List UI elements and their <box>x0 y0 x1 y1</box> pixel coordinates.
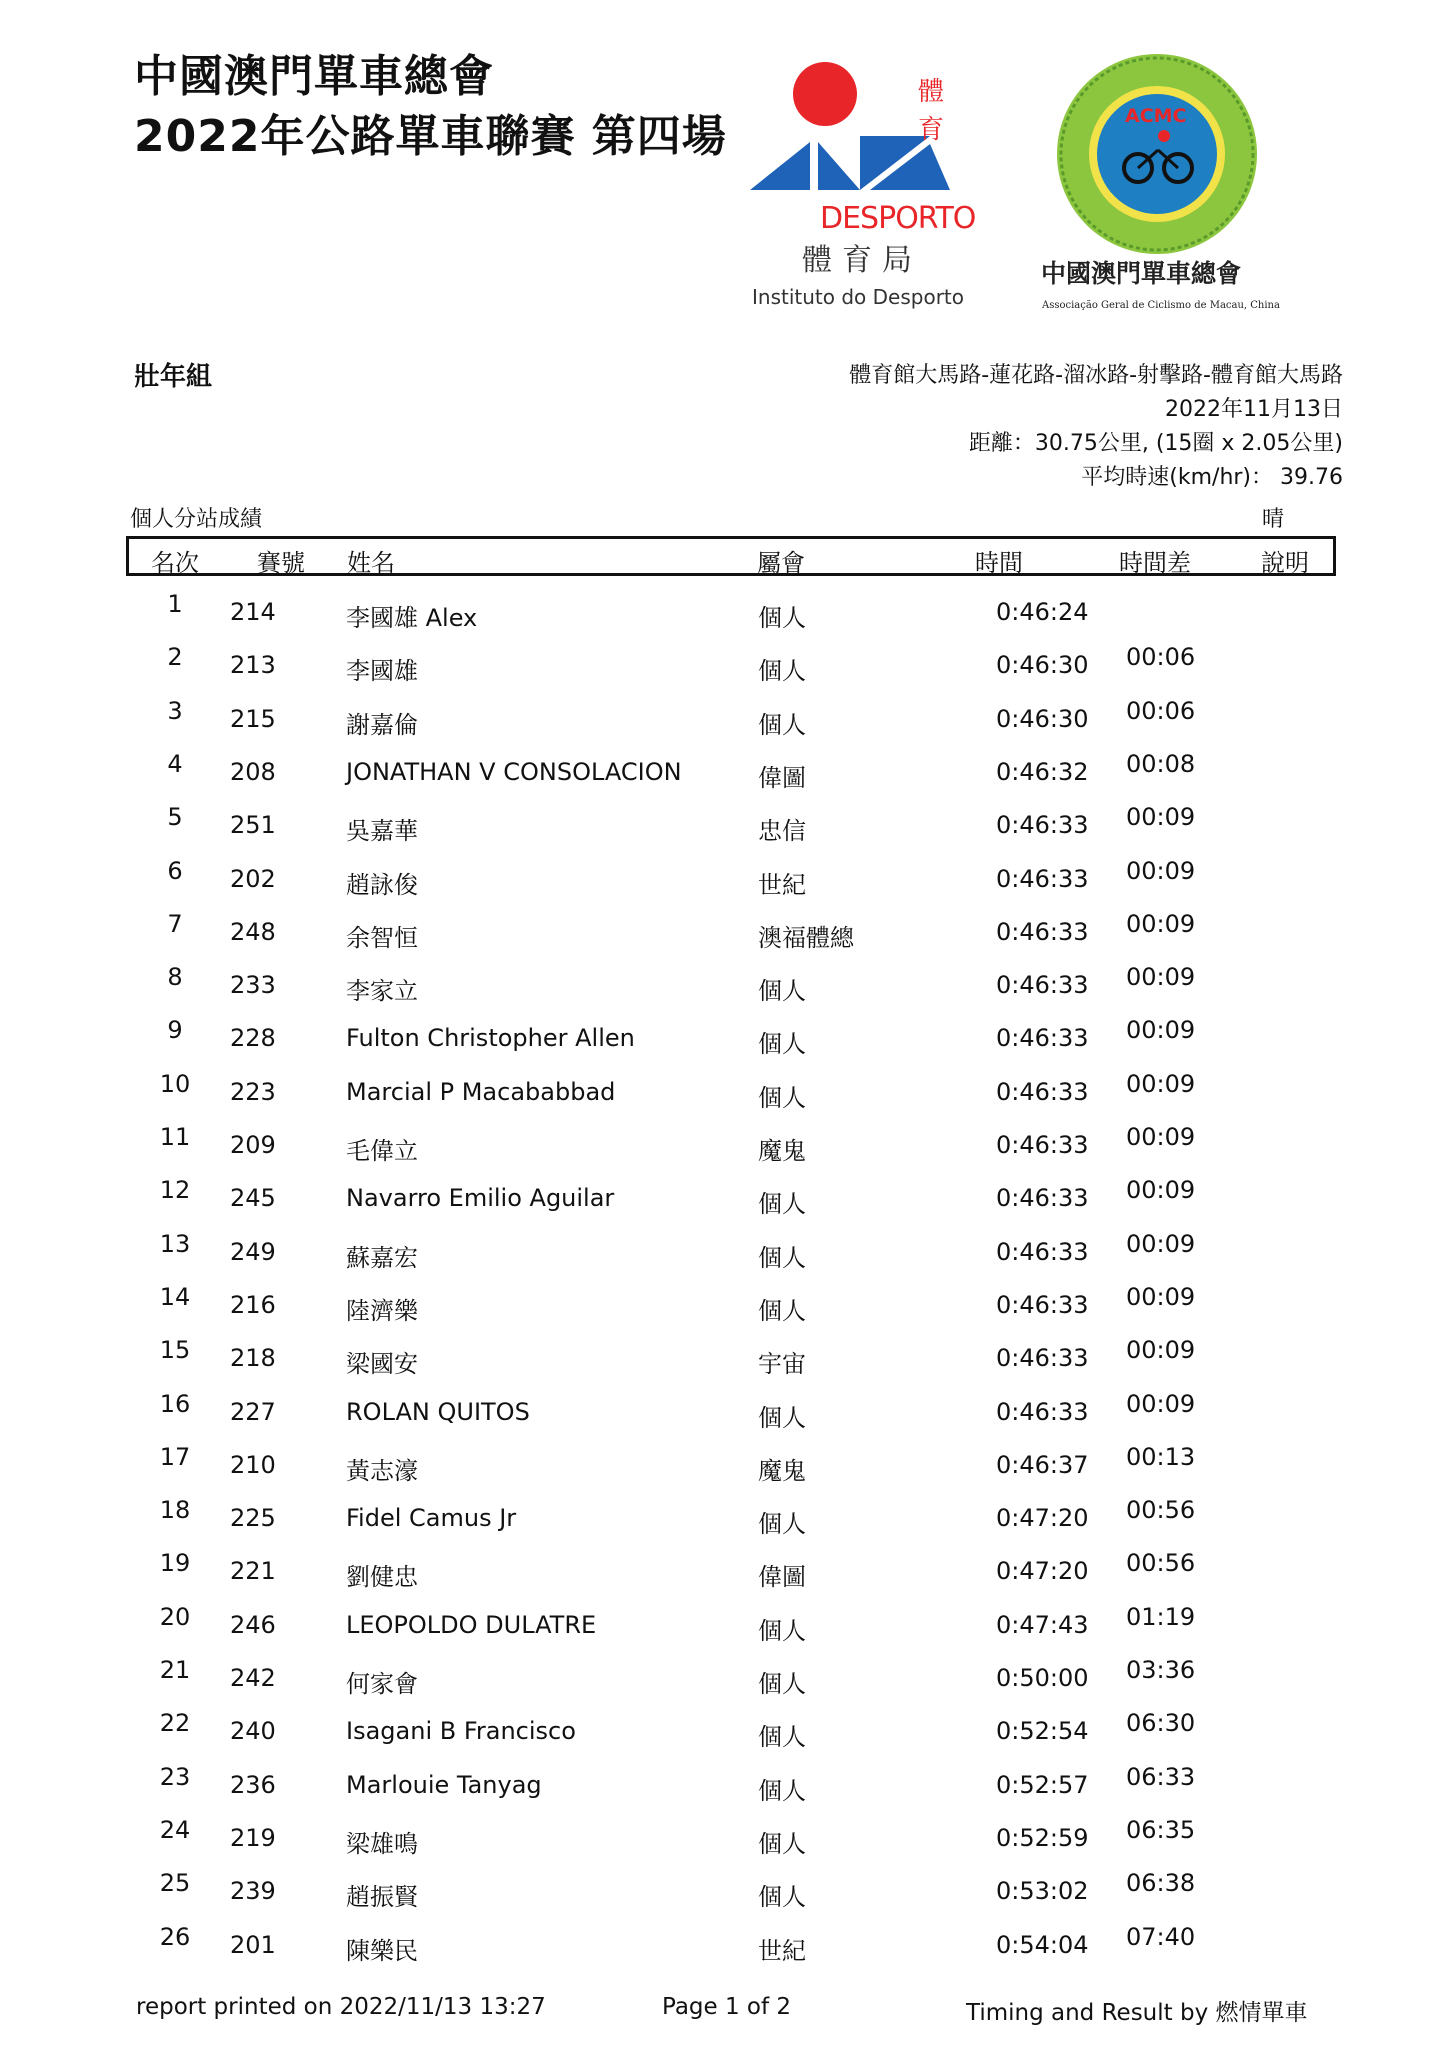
time-cell: 0:47:20 <box>996 1557 1089 1586</box>
table-row <box>0 803 1448 856</box>
table-row <box>0 1869 1448 1922</box>
time-cell: 0:46:33 <box>996 1184 1089 1213</box>
time-cell: 0:46:33 <box>996 971 1089 1000</box>
table-row <box>0 1283 1448 1336</box>
club-cell: 個人 <box>758 1296 806 1325</box>
table-row <box>0 857 1448 910</box>
number-cell: 215 <box>230 704 276 733</box>
table-row <box>0 1763 1448 1816</box>
table-row <box>0 963 1448 1016</box>
club-cell: 個人 <box>758 1670 806 1698</box>
number-cell: 239 <box>230 1877 276 1906</box>
table-row <box>0 1070 1448 1123</box>
number-cell: 209 <box>230 1131 276 1159</box>
number-cell: 223 <box>230 1077 276 1106</box>
number-cell: 201 <box>230 1930 276 1959</box>
club-cell: 個人 <box>758 1190 806 1219</box>
name-cell: 陸濟樂 <box>346 1296 418 1325</box>
number-cell: 227 <box>230 1397 276 1426</box>
name-cell: 蘇嘉宏 <box>346 1243 418 1272</box>
rank-cell: 20 <box>159 1602 191 1631</box>
name-cell: 黃志濠 <box>346 1456 418 1485</box>
name-cell: Navarro Emilio Aguilar <box>346 1184 615 1213</box>
col-header-rank: 名次 <box>151 549 199 577</box>
rank-cell: 8 <box>167 963 183 992</box>
table-row <box>0 1656 1448 1709</box>
table-row <box>0 590 1448 643</box>
name-cell: 陳樂民 <box>346 1936 418 1965</box>
gap-cell: 00:09 <box>1126 1282 1196 1311</box>
club-cell: 魔鬼 <box>758 1456 806 1485</box>
gap-cell: 03:36 <box>1126 1656 1196 1684</box>
gap-cell: 00:09 <box>1126 1069 1196 1098</box>
rank-cell: 13 <box>159 1229 191 1258</box>
time-cell: 0:50:00 <box>996 1664 1089 1692</box>
gap-cell: 00:09 <box>1126 803 1196 832</box>
time-cell: 0:46:33 <box>996 1077 1089 1106</box>
table-row <box>0 643 1448 696</box>
gap-cell: 00:09 <box>1126 1176 1196 1205</box>
table-row <box>0 697 1448 750</box>
rank-cell: 2 <box>167 643 183 672</box>
category-label: 壯年組 <box>134 362 213 392</box>
club-cell: 個人 <box>758 1723 806 1752</box>
col-header-time: 時間 <box>975 549 1023 577</box>
rank-cell: 24 <box>159 1815 191 1844</box>
acmc-badge-text: ACMC <box>1125 105 1187 127</box>
race-date: 2022年11月13日 <box>1165 397 1343 422</box>
table-row <box>0 750 1448 803</box>
club-cell: 世紀 <box>758 1936 806 1965</box>
time-cell: 0:47:20 <box>996 1504 1089 1533</box>
gap-cell: 00:09 <box>1126 1016 1196 1045</box>
number-cell: 214 <box>230 598 276 626</box>
number-cell: 242 <box>230 1664 276 1692</box>
number-cell: 208 <box>230 757 276 786</box>
rank-cell: 23 <box>159 1762 191 1791</box>
gap-cell: 00:09 <box>1126 963 1196 992</box>
rank-cell: 12 <box>159 1176 191 1205</box>
acmc-portuguese-text: Associação Geral de Ciclismo de Macau, China <box>1042 300 1280 311</box>
desporto-vertical-char-2: 育 <box>918 115 945 145</box>
col-header-number: 賽號 <box>257 549 305 577</box>
rank-cell: 3 <box>167 696 183 725</box>
time-cell: 0:46:33 <box>996 811 1089 840</box>
gap-cell: 00:09 <box>1126 909 1196 938</box>
name-cell: Marlouie Tanyag <box>346 1770 542 1799</box>
rank-cell: 17 <box>159 1442 191 1471</box>
club-cell: 個人 <box>758 1883 806 1912</box>
club-cell: 個人 <box>758 604 806 632</box>
rank-cell: 19 <box>159 1549 191 1578</box>
rank-cell: 15 <box>159 1336 191 1365</box>
gap-cell: 06:30 <box>1126 1709 1196 1738</box>
number-cell: 240 <box>230 1717 276 1746</box>
gap-cell: 00:09 <box>1126 1229 1196 1258</box>
title-line-1: 中國澳門單車總會 <box>134 51 494 102</box>
acmc-logo <box>1040 50 1290 320</box>
table-row <box>0 1123 1448 1176</box>
name-cell: LEOPOLDO DULATRE <box>346 1610 597 1639</box>
gap-cell: 00:09 <box>1126 1336 1196 1365</box>
club-cell: 個人 <box>758 1776 806 1805</box>
desporto-brand-text: DESPORTO <box>820 201 976 236</box>
club-cell: 個人 <box>758 1403 806 1432</box>
time-cell: 0:46:33 <box>996 1397 1089 1426</box>
name-cell: 何家會 <box>346 1670 418 1698</box>
table-row <box>0 1176 1448 1229</box>
club-cell: 個人 <box>758 1083 806 1112</box>
rank-cell: 16 <box>159 1389 191 1418</box>
results-table-header <box>126 536 1336 576</box>
name-cell: 梁國安 <box>346 1350 418 1379</box>
table-row <box>0 1230 1448 1283</box>
rank-cell: 26 <box>159 1922 191 1951</box>
club-cell: 個人 <box>758 1243 806 1272</box>
time-cell: 0:46:30 <box>996 651 1089 680</box>
number-cell: 219 <box>230 1823 276 1852</box>
name-cell: 梁雄鳴 <box>346 1829 418 1858</box>
club-cell: 偉圖 <box>758 1563 806 1592</box>
name-cell: JONATHAN V CONSOLACION <box>346 757 682 786</box>
time-cell: 0:46:30 <box>996 704 1089 733</box>
number-cell: 248 <box>230 917 276 946</box>
name-cell: 吳嘉華 <box>346 817 418 846</box>
number-cell: 246 <box>230 1610 276 1639</box>
number-cell: 221 <box>230 1557 276 1586</box>
race-distance: 距離：30.75公里, (15圈 x 2.05公里) <box>968 431 1343 456</box>
desporto-logo <box>750 52 990 312</box>
gap-cell: 07:40 <box>1126 1922 1196 1951</box>
number-cell: 245 <box>230 1184 276 1213</box>
name-cell: Fidel Camus Jr <box>346 1504 517 1533</box>
table-row <box>0 910 1448 963</box>
name-cell: 李家立 <box>346 977 418 1006</box>
title-line-2: 2022年公路單車聯賽 第四場 <box>134 111 727 162</box>
name-cell: Marcial P Macababbad <box>346 1077 616 1106</box>
race-route: 體育館大馬路-蓮花路-溜冰路-射擊路-體育館大馬路 <box>849 363 1343 388</box>
footer-timing-credit: Timing and Result by 燃情單車 <box>966 2000 1308 2026</box>
table-row <box>0 1923 1448 1976</box>
number-cell: 236 <box>230 1770 276 1799</box>
gap-cell: 00:09 <box>1126 856 1196 885</box>
col-header-gap: 時間差 <box>1119 549 1191 577</box>
time-cell: 0:46:33 <box>996 917 1089 946</box>
col-header-name: 姓名 <box>347 549 395 577</box>
name-cell: Fulton Christopher Allen <box>346 1024 635 1053</box>
rank-cell: 1 <box>167 590 183 618</box>
rank-cell: 14 <box>159 1282 191 1311</box>
table-row <box>0 1496 1448 1549</box>
club-cell: 忠信 <box>758 817 806 846</box>
club-cell: 偉圖 <box>758 763 806 792</box>
club-cell: 世紀 <box>758 870 806 899</box>
name-cell: Isagani B Francisco <box>346 1717 576 1746</box>
gap-cell: 00:06 <box>1126 643 1196 672</box>
time-cell: 0:46:33 <box>996 864 1089 893</box>
weather: 晴 <box>1262 507 1285 532</box>
gap-cell: 00:56 <box>1126 1549 1196 1578</box>
rank-cell: 10 <box>159 1069 191 1098</box>
club-cell: 個人 <box>758 977 806 1006</box>
time-cell: 0:52:54 <box>996 1717 1089 1746</box>
table-row <box>0 1443 1448 1496</box>
name-cell: 李國雄 Alex <box>346 604 478 632</box>
club-cell: 個人 <box>758 657 806 686</box>
rank-cell: 9 <box>167 1016 183 1045</box>
gap-cell: 06:35 <box>1126 1815 1196 1844</box>
table-row <box>0 1816 1448 1869</box>
time-cell: 0:53:02 <box>996 1877 1089 1906</box>
club-cell: 魔鬼 <box>758 1137 806 1165</box>
rank-cell: 22 <box>159 1709 191 1738</box>
time-cell: 0:46:33 <box>996 1290 1089 1319</box>
acmc-chinese-text: 中國澳門單車總會 <box>1041 259 1242 288</box>
table-row <box>0 1336 1448 1389</box>
gap-cell: 00:09 <box>1126 1123 1196 1151</box>
time-cell: 0:46:33 <box>996 1131 1089 1159</box>
average-speed: 平均時速(km/hr)： 39.76 <box>1081 465 1343 490</box>
number-cell: 225 <box>230 1504 276 1533</box>
club-cell: 個人 <box>758 1829 806 1858</box>
gap-cell: 00:08 <box>1126 749 1196 778</box>
number-cell: 216 <box>230 1290 276 1319</box>
desporto-portuguese-text: Instituto do Desporto <box>752 285 964 309</box>
club-cell: 宇宙 <box>758 1350 806 1379</box>
club-cell: 個人 <box>758 1616 806 1645</box>
name-cell: 余智恒 <box>346 923 418 952</box>
acmc-logo-graphic <box>1040 50 1290 320</box>
desporto-chinese-text: 體育局 <box>802 243 922 278</box>
results-subtitle: 個人分站成績 <box>130 507 263 532</box>
rank-cell: 11 <box>159 1123 191 1151</box>
number-cell: 228 <box>230 1024 276 1053</box>
time-cell: 0:46:33 <box>996 1237 1089 1266</box>
time-cell: 0:47:43 <box>996 1610 1089 1639</box>
gap-cell: 01:19 <box>1126 1602 1196 1631</box>
number-cell: 218 <box>230 1344 276 1373</box>
table-row <box>0 1390 1448 1443</box>
rank-cell: 25 <box>159 1869 191 1898</box>
gap-cell: 06:38 <box>1126 1869 1196 1898</box>
name-cell: ROLAN QUITOS <box>346 1397 530 1426</box>
number-cell: 249 <box>230 1237 276 1266</box>
time-cell: 0:46:32 <box>996 757 1089 786</box>
gap-cell: 00:09 <box>1126 1389 1196 1418</box>
number-cell: 213 <box>230 651 276 680</box>
number-cell: 202 <box>230 864 276 893</box>
rank-cell: 21 <box>159 1656 191 1684</box>
gap-cell: 00:06 <box>1126 696 1196 725</box>
desporto-logo-graphic <box>750 52 990 312</box>
name-cell: 謝嘉倫 <box>346 710 418 739</box>
name-cell: 劉健忠 <box>346 1563 418 1592</box>
desporto-vertical-char-1: 體 <box>918 77 945 107</box>
time-cell: 0:52:57 <box>996 1770 1089 1799</box>
club-cell: 個人 <box>758 710 806 739</box>
club-cell: 澳福體總 <box>758 923 854 952</box>
footer-printed-on: report printed on 2022/11/13 13:27 <box>136 1994 546 2020</box>
name-cell: 趙振賢 <box>346 1883 418 1912</box>
rank-cell: 5 <box>167 803 183 832</box>
table-row <box>0 1016 1448 1069</box>
time-cell: 0:46:24 <box>996 598 1089 626</box>
table-row <box>0 1709 1448 1762</box>
name-cell: 趙詠俊 <box>346 870 418 899</box>
time-cell: 0:46:37 <box>996 1450 1089 1479</box>
time-cell: 0:46:33 <box>996 1344 1089 1373</box>
time-cell: 0:54:04 <box>996 1930 1089 1959</box>
gap-cell: 00:56 <box>1126 1496 1196 1525</box>
col-header-club: 屬會 <box>757 549 805 577</box>
number-cell: 210 <box>230 1450 276 1479</box>
time-cell: 0:46:33 <box>996 1024 1089 1053</box>
rank-cell: 6 <box>167 856 183 885</box>
table-row <box>0 1603 1448 1656</box>
table-row <box>0 1549 1448 1602</box>
rank-cell: 18 <box>159 1496 191 1525</box>
number-cell: 233 <box>230 971 276 1000</box>
name-cell: 李國雄 <box>346 657 418 686</box>
gap-cell: 00:13 <box>1126 1442 1196 1471</box>
name-cell: 毛偉立 <box>346 1137 418 1165</box>
footer-page-number: Page 1 of 2 <box>662 1994 792 2020</box>
gap-cell: 06:33 <box>1126 1762 1196 1791</box>
rank-cell: 4 <box>167 749 183 778</box>
number-cell: 251 <box>230 811 276 840</box>
time-cell: 0:52:59 <box>996 1823 1089 1852</box>
rank-cell: 7 <box>167 909 183 938</box>
col-header-note: 說明 <box>1261 549 1309 577</box>
club-cell: 個人 <box>758 1510 806 1539</box>
club-cell: 個人 <box>758 1030 806 1059</box>
